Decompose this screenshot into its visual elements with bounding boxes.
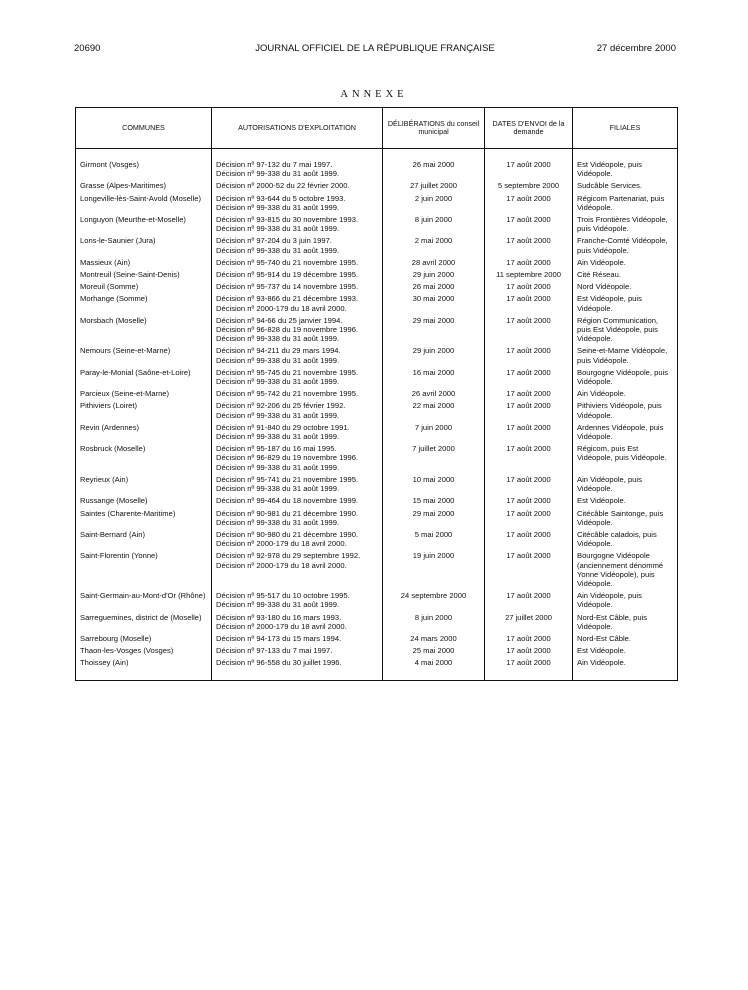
decision-line: Décision nº 94-173 du 15 mars 1994. [216,633,342,643]
date-envoi-cell: 17 août 2000 [485,257,573,269]
deliberation-cell: 25 mai 2000 [383,645,485,657]
filiale-cell: Régicom, puis Est Vidéopole, puis Vidéopole. [573,443,678,474]
date-envoi-cell: 17 août 2000 [485,214,573,235]
autorisations-cell [212,257,383,269]
filiale-cell: Sudcâble Services. [573,180,678,192]
filiale-cell: Ain Vidéopole. [573,257,678,269]
autorisations-cell [212,612,383,633]
commune-cell: Parcieux (Seine-et-Marne) [76,388,212,400]
column-header-filiales: FILIALES [573,108,678,149]
decision-line: Décision nº 93-866 du 21 décembre 1993. [216,294,359,304]
table-row [76,495,678,507]
decision-line: Décision nº 97-132 du 7 mai 1997. [216,160,333,169]
annexe-title: ANNEXE [340,89,408,100]
date-envoi-cell: 17 août 2000 [485,293,573,314]
decision-line: Décision nº 2000-179 du 18 avril 2000. [216,539,347,549]
decision-line: Décision nº 95-914 du 19 décembre 1995. [216,270,359,280]
table-row [76,293,678,314]
table-spacer-row [76,149,678,160]
column-header-communes: COMMUNES [76,108,212,149]
date-envoi-cell: 17 août 2000 [485,315,573,346]
commune-cell: Longeville-lès-Saint-Avold (Moselle) [76,193,212,214]
journal-title: JOURNAL OFFICIEL DE LA RÉPUBLIQUE FRANÇAISE [255,43,495,54]
filiale-cell: Régicom Partenariat, puis Vidéopole. [573,193,678,214]
page-header [74,43,676,57]
autorisations-cell [212,214,383,235]
table-row [76,367,678,388]
table-row [76,400,678,421]
filiale-cell: Ain Vidéopole, puis Vidéopole. [573,590,678,611]
decision-line: Décision nº 95-517 du 10 octobre 1995. [216,591,350,601]
autorisations-cell [212,315,383,346]
commune-cell: Pithiviers (Loiret) [76,400,212,421]
table-row [76,315,678,346]
autorisations-cell [212,657,383,669]
decision-line: Décision nº 99-464 du 18 novembre 1999. [216,496,359,506]
table-row [76,422,678,443]
commune-cell: Sarreguemines, district de (Moselle) [76,612,212,633]
deliberation-cell: 29 juin 2000 [383,269,485,281]
filiale-cell: Pithiviers Vidéopole, puis Vidéopole. [573,400,678,421]
deliberation-cell: 29 mai 2000 [383,508,485,529]
commune-cell: Saint-Bernard (Ain) [76,529,212,550]
deliberation-cell: 29 mai 2000 [383,315,485,346]
commune-cell: Thaon-les-Vosges (Vosges) [76,645,212,657]
autorisations-cell [212,388,383,400]
table-end-row [76,670,678,681]
autorisations-cell [212,159,383,180]
date-envoi-cell: 17 août 2000 [485,367,573,388]
commune-cell: Reyrieux (Ain) [76,474,212,495]
decision-line: Décision nº 95-737 du 14 novembre 1995. [216,282,359,292]
decision-line: Décision nº 95-742 du 21 novembre 1995. [216,389,359,399]
commune-cell: Moreuil (Somme) [76,281,212,293]
date-envoi-cell: 17 août 2000 [485,633,573,645]
decision-line: Décision nº 99-338 du 31 août 1999. [216,517,340,527]
deliberation-cell: 10 mai 2000 [383,474,485,495]
decision-line: Décision nº 93-180 du 16 mars 1993. [216,612,342,622]
table-row [76,388,678,400]
date-envoi-cell: 17 août 2000 [485,345,573,366]
deliberation-cell: 26 mai 2000 [383,281,485,293]
filiale-cell: Citécâble Saintonge, puis Vidéopole. [573,508,678,529]
filiale-cell: Est Vidéopole. [573,495,678,507]
deliberation-cell: 7 juin 2000 [383,422,485,443]
commune-cell: Nemours (Seine-et-Marne) [76,345,212,366]
decision-line: Décision nº 95-187 du 16 mai 1995. [216,444,337,454]
date-envoi-cell: 17 août 2000 [485,422,573,443]
deliberation-cell: 27 juillet 2000 [383,180,485,192]
decision-line: Décision nº 99-338 du 31 août 1999. [216,355,340,365]
commune-cell: Girmont (Vosges) [76,159,212,180]
decision-line: Décision nº 95-740 du 21 novembre 1995. [216,257,359,267]
decision-line: Décision nº 97-133 du 7 mai 1997. [216,646,333,656]
deliberation-cell: 2 juin 2000 [383,193,485,214]
decision-line: Décision nº 96-558 du 30 juillet 1996. [216,658,342,668]
deliberation-cell: 16 mai 2000 [383,367,485,388]
table-row [76,443,678,474]
filiale-cell: Ain Vidéopole, puis Vidéopole. [573,474,678,495]
commune-cell: Montreuil (Seine-Saint-Denis) [76,269,212,281]
table-row [76,529,678,550]
table-row [76,612,678,633]
table-row [76,235,678,256]
autorisations-cell [212,633,383,645]
autorisations-cell [212,193,383,214]
filiale-cell: Citécâble caladois, puis Vidéopole. [573,529,678,550]
filiale-cell: Ardennes Vidéopole, puis Vidéopole. [573,422,678,443]
decision-line: Décision nº 99-338 du 31 août 1999. [216,432,340,442]
filiale-cell: Trois Frontières Vidéopole, puis Vidéopole. [573,214,678,235]
autorisations-cell [212,400,383,421]
deliberation-cell: 29 juin 2000 [383,345,485,366]
commune-cell: Sarrebourg (Moselle) [76,633,212,645]
date-envoi-cell: 17 août 2000 [485,495,573,507]
date-envoi-cell: 17 août 2000 [485,388,573,400]
deliberation-cell: 24 septembre 2000 [383,590,485,611]
commune-cell: Paray-le-Monial (Saône-et-Loire) [76,367,212,388]
date-envoi-cell: 17 août 2000 [485,550,573,590]
decision-line: Décision nº 2000-52 du 22 février 2000. [216,181,350,191]
commune-cell: Russange (Moselle) [76,495,212,507]
decision-line: Décision nº 99-338 du 31 août 1999. [216,377,340,387]
date-envoi-cell: 17 août 2000 [485,590,573,611]
deliberation-cell: 24 mars 2000 [383,633,485,645]
date-envoi-cell: 17 août 2000 [485,159,573,180]
filiale-cell: Franche-Comté Vidéopole, puis Vidéopole. [573,235,678,256]
filiale-cell: Est Vidéopole, puis Vidéopole. [573,293,678,314]
decision-line: Décision nº 93-644 du 5 octobre 1993. [216,193,346,203]
commune-cell: Saint-Florentin (Yonne) [76,550,212,590]
date-envoi-cell: 11 septembre 2000 [485,269,573,281]
autorisations-cell [212,235,383,256]
decision-line: Décision nº 94-211 du 29 mars 1994. [216,346,341,356]
date-envoi-cell: 17 août 2000 [485,400,573,421]
deliberation-cell: 4 mai 2000 [383,657,485,669]
table-row [76,269,678,281]
autorisations-cell [212,269,383,281]
autorisations-cell [212,508,383,529]
filiale-cell: Nord-Est Câble, puis Vidéopole. [573,612,678,633]
date-envoi-cell: 17 août 2000 [485,657,573,669]
date-envoi-cell: 17 août 2000 [485,235,573,256]
table-row [76,345,678,366]
column-header-autorisations: AUTORISATIONS D'EXPLOITATION [212,108,383,149]
table-row [76,159,678,180]
deliberation-cell: 15 mai 2000 [383,495,485,507]
date-envoi-cell: 17 août 2000 [485,193,573,214]
filiale-cell: Cité Réseau. [573,269,678,281]
decision-line: Décision nº 96-828 du 19 novembre 1996. [216,325,359,335]
filiale-cell: Nord Vidéopole. [573,281,678,293]
autorisations-cell [212,367,383,388]
commune-cell: Saint-Germain-au-Mont-d'Or (Rhône) [76,590,212,611]
decision-line: Décision nº 94-66 du 25 janvier 1994. [216,315,343,325]
deliberation-cell: 28 avril 2000 [383,257,485,269]
autorisations-cell [212,422,383,443]
commune-cell: Grasse (Alpes-Maritimes) [76,180,212,192]
page-number: 20690 [74,43,101,54]
date-envoi-cell: 27 juillet 2000 [485,612,573,633]
decision-line: Décision nº 99-338 du 31 août 1999. [216,224,340,234]
commune-cell: Massieux (Ain) [76,257,212,269]
autorisations-cell [212,590,383,611]
autorisations-cell [212,495,383,507]
commune-cell: Longuyon (Meurthe-et-Moselle) [76,214,212,235]
deliberation-cell: 5 mai 2000 [383,529,485,550]
table-row [76,193,678,214]
autorisations-cell [212,550,383,590]
table-row [76,550,678,590]
table-row [76,257,678,269]
date-envoi-cell: 17 août 2000 [485,508,573,529]
commune-cell: Saintes (Charente-Maritime) [76,508,212,529]
date-envoi-cell: 17 août 2000 [485,645,573,657]
deliberation-cell: 26 mai 2000 [383,159,485,180]
date-envoi-cell: 17 août 2000 [485,443,573,474]
column-header-dates-envoi: DATES D'ENVOI de la demande [485,108,573,149]
table-row [76,657,678,669]
deliberation-cell: 8 juin 2000 [383,214,485,235]
deliberation-cell: 22 mai 2000 [383,400,485,421]
decision-line: Décision nº 99-338 du 31 août 1999. [216,202,340,212]
column-header-deliberations: DÉLIBÉRATIONS du conseil municipal [383,108,485,149]
commune-cell: Lons-le-Saunier (Jura) [76,235,212,256]
decision-line: Décision nº 99-338 du 31 août 1999. [216,169,340,179]
decision-line: Décision nº 99-338 du 31 août 1999. [216,600,340,610]
decision-line: Décision nº 99-338 du 31 août 1999. [216,462,340,472]
deliberation-cell: 7 juillet 2000 [383,443,485,474]
date-envoi-cell: 17 août 2000 [485,281,573,293]
autorisations-cell [212,345,383,366]
annexe-table [75,107,678,681]
table-header-row [76,108,678,149]
autorisations-cell [212,180,383,192]
date-envoi-cell: 17 août 2000 [485,529,573,550]
deliberation-cell: 8 juin 2000 [383,612,485,633]
table-row [76,590,678,611]
decision-line: Décision nº 97-204 du 3 juin 1997. [216,236,332,246]
decision-line: Décision nº 99-338 du 31 août 1999. [216,484,340,494]
date-envoi-cell: 17 août 2000 [485,474,573,495]
decision-line: Décision nº 99-338 du 31 août 1999. [216,410,340,420]
filiale-cell: Région Communication, puis Est Vidéopole, puis Vidéopole. [573,315,678,346]
deliberation-cell: 26 avril 2000 [383,388,485,400]
filiale-cell: Est Vidéopole. [573,645,678,657]
autorisations-cell [212,645,383,657]
autorisations-cell [212,293,383,314]
decision-line: Décision nº 92-978 du 29 septembre 1992. [216,551,361,561]
table-row [76,180,678,192]
table-row [76,645,678,657]
autorisations-cell [212,474,383,495]
decision-line: Décision nº 96-829 du 19 novembre 1996. [216,453,359,463]
autorisations-cell [212,529,383,550]
filiale-cell: Ain Vidéopole. [573,657,678,669]
commune-cell: Thoissey (Ain) [76,657,212,669]
filiale-cell: Bourgogne Vidéopole, puis Vidéopole. [573,367,678,388]
autorisations-cell [212,281,383,293]
decision-line: Décision nº 99-338 du 31 août 1999. [216,334,340,344]
deliberation-cell: 2 mai 2000 [383,235,485,256]
filiale-cell: Ain Vidéopole. [573,388,678,400]
table-row [76,508,678,529]
table-body [76,149,678,681]
decision-line: Décision nº 90-980 du 21 décembre 1990. [216,529,359,539]
decision-line: Décision nº 2000-179 du 18 avril 2000. [216,560,347,570]
table-row [76,474,678,495]
commune-cell: Morhange (Somme) [76,293,212,314]
filiale-cell: Seine-et-Marne Vidéopole, puis Vidéopole. [573,345,678,366]
commune-cell: Morsbach (Moselle) [76,315,212,346]
decision-line: Décision nº 92-206 du 25 février 1992. [216,401,346,411]
commune-cell: Revin (Ardennes) [76,422,212,443]
table-row [76,633,678,645]
decision-line: Décision nº 2000-179 du 18 avril 2000. [216,621,347,631]
decision-line: Décision nº 95-745 du 21 novembre 1995. [216,367,359,377]
date-envoi-cell: 5 septembre 2000 [485,180,573,192]
issue-date: 27 décembre 2000 [596,43,676,54]
deliberation-cell: 19 juin 2000 [383,550,485,590]
decision-line: Décision nº 93-815 du 30 novembre 1993. [216,215,359,225]
filiale-cell: Bourgogne Vidéopole (anciennement dénommé Yonne Vidéopole), puis Vidéopole. [573,550,678,590]
table-row [76,281,678,293]
filiale-cell: Nord-Est Câble. [573,633,678,645]
autorisations-cell [212,443,383,474]
decision-line: Décision nº 2000-179 du 18 avril 2000. [216,303,347,313]
filiale-cell: Est Vidéopole, puis Vidéopole. [573,159,678,180]
decision-line: Décision nº 95-741 du 21 novembre 1995. [216,474,359,484]
decision-line: Décision nº 90-981 du 21 décembre 1990. [216,508,359,518]
decision-line: Décision nº 99-338 du 31 août 1999. [216,245,340,255]
decision-line: Décision nº 91-840 du 29 octobre 1991. [216,422,350,432]
commune-cell: Rosbruck (Moselle) [76,443,212,474]
deliberation-cell: 30 mai 2000 [383,293,485,314]
table-row [76,214,678,235]
